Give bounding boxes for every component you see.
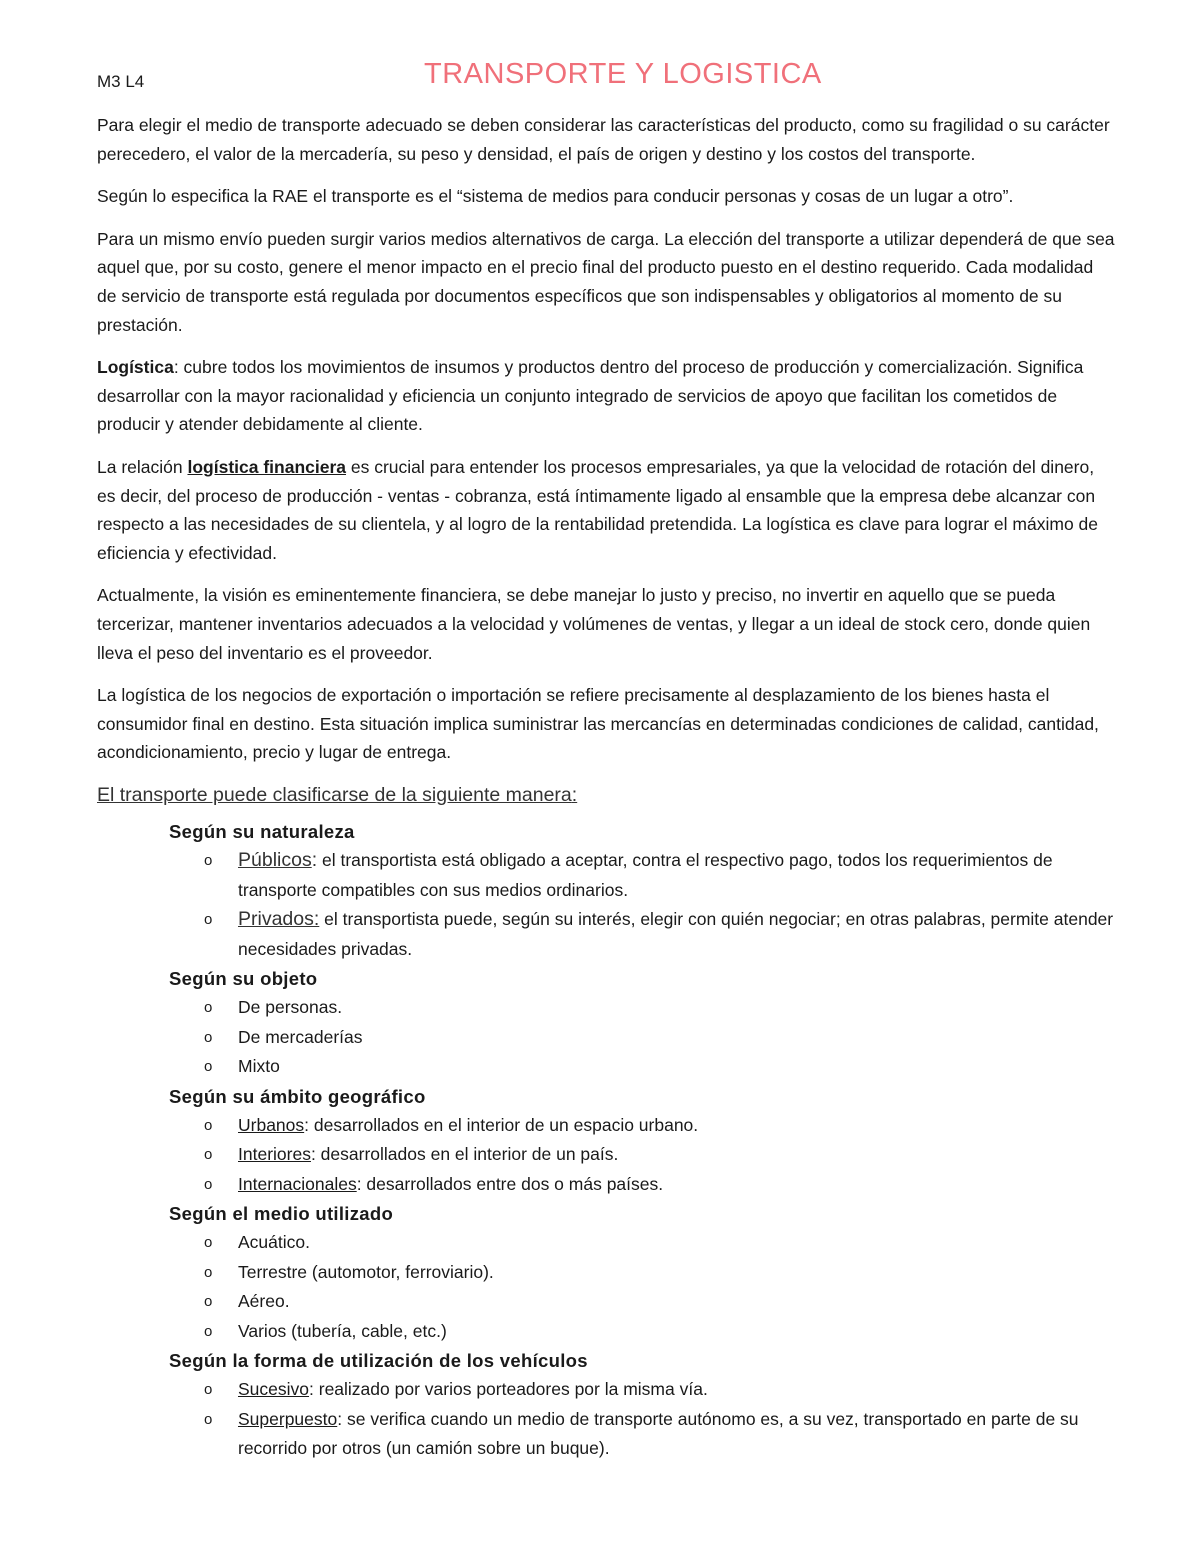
sub-bullet-icon: o	[204, 1293, 213, 1311]
logistica-financiera-term: logística financiera	[187, 456, 347, 477]
sub-bullet-icon: o	[204, 1381, 213, 1399]
paragraph-export-import: La logística de los negocios de exportación o importación se refiere precisamente al desplazamiento de los bienes hasta el consumidor final en destino. Esta situación implica suministrar las mercancías en determinadas condiciones de calidad, cantidad, acondicionamiento, precio y lugar de entrega.	[97, 685, 1099, 763]
sub-bullet-icon: o	[204, 999, 213, 1017]
sub-bullet-icon: o	[204, 1410, 213, 1428]
document-header	[97, 56, 1117, 96]
list-item	[97, 1111, 1117, 1141]
list-item	[97, 1317, 1117, 1347]
section-title: Según su ámbito geográfico	[169, 1085, 426, 1107]
sub-bullet-icon: o	[204, 911, 213, 929]
item-label: Urbanos	[238, 1114, 305, 1135]
item-text: De personas.	[238, 997, 343, 1018]
list-item	[97, 1052, 1117, 1082]
item-text: Aéreo.	[238, 1291, 290, 1312]
sub-bullet-icon: o	[204, 1175, 213, 1193]
paragraph-rae-definition: Según lo especifica la RAE el transporte es el “sistema de medios para conducir personas y cosas de un lugar a otro”.	[97, 186, 1014, 207]
paragraph-logistica-financiera	[97, 453, 1117, 567]
classification-section	[97, 1082, 1117, 1111]
document-body	[97, 111, 1117, 1464]
item-text: Acuático.	[238, 1232, 310, 1253]
section-title: Según su naturaleza	[169, 821, 355, 843]
classification-section	[97, 1346, 1117, 1375]
heading-colon: :	[571, 783, 578, 806]
item-text: Varios (tubería, cable, etc.)	[238, 1320, 447, 1341]
item-label: Interiores	[238, 1144, 311, 1165]
item-text: Terrestre (automotor, ferroviario).	[238, 1261, 494, 1282]
item-text: De mercaderías	[238, 1026, 363, 1047]
sub-bullet-icon: o	[204, 1263, 213, 1281]
logistica-term: Logística	[97, 357, 174, 378]
item-text: Mixto	[238, 1056, 280, 1077]
item-label: Superpuesto	[238, 1408, 338, 1429]
list-item	[97, 993, 1117, 1023]
item-text: el transportista está obligado a aceptar, contra el respectivo pago, todos los requerimientos de transporte compatibles con sus medios ordinarios.	[238, 850, 1053, 900]
item-label: Sucesivo	[238, 1379, 310, 1400]
item-text: : desarrollados en el interior de un espacio urbano.	[304, 1114, 699, 1135]
item-label: Privados:	[238, 908, 320, 931]
list-item	[97, 1258, 1117, 1288]
sub-bullet-icon: o	[204, 1058, 213, 1076]
sub-bullet-icon: o	[204, 1146, 213, 1164]
item-text: : desarrollados entre dos o más países.	[356, 1173, 664, 1194]
sub-bullet-icon: o	[204, 852, 213, 870]
logistica-definition: : cubre todos los movimientos de insumos y productos dentro del proceso de producción y comercialización. Significa desarrollar con la mayor racionalidad y eficiencia un conjunto integrado de servicios de apoyo que facilitan los cometidos de producir y atender debidamente al cliente.	[97, 357, 1084, 435]
classification-section	[97, 1199, 1117, 1228]
list-item	[97, 846, 1117, 905]
item-label: Públicos	[238, 849, 312, 872]
list-item	[97, 905, 1117, 964]
item-text: : realizado por varios porteadores por la misma vía.	[309, 1379, 708, 1400]
item-separator: :	[311, 849, 318, 872]
sub-bullet-icon: o	[204, 1234, 213, 1252]
classification-section	[97, 964, 1117, 993]
sub-bullet-icon: o	[204, 1028, 213, 1046]
sub-bullet-icon: o	[204, 1116, 213, 1134]
list-item	[97, 1287, 1117, 1317]
item-label: Internacionales	[238, 1173, 357, 1194]
section-title: Según la forma de utilización de los vehículos	[169, 1350, 588, 1372]
logistica-financiera-text: es crucial para entender los procesos empresariales, ya que la velocidad de rotación del dinero, es decir, del proceso de producción - ventas - cobranza, está íntimamente ligado al ensamble que la empresa debe alcanzar con respecto a las necesidades de su clientela, y al logro de la rentabilidad pretendida. La logística es clave para lograr el máximo de eficiencia y efectividad.	[97, 456, 1099, 563]
classification-heading	[97, 781, 1117, 810]
list-item	[97, 1405, 1117, 1464]
section-title: Según el medio utilizado	[169, 1203, 394, 1225]
classification-section	[97, 817, 1117, 846]
list-item	[97, 1140, 1117, 1170]
list-item	[97, 1170, 1117, 1200]
classification-heading-text: El transporte puede clasificarse de la siguiente manera	[97, 783, 572, 806]
item-text: el transportista puede, según su interés, elegir con quién negociar; en otras palabras, permite atender necesidades privadas.	[238, 909, 1114, 959]
list-item	[97, 1375, 1117, 1405]
sub-bullet-icon: o	[204, 1322, 213, 1340]
document-title: TRANSPORTE Y LOGISTICA	[424, 58, 822, 90]
section-title: Según su objeto	[169, 968, 318, 990]
list-item	[97, 1023, 1117, 1053]
list-item	[97, 1228, 1117, 1258]
paragraph-intro: Para elegir el medio de transporte adecuado se deben considerar las características del producto, como su fragilidad o su carácter perecedero, el valor de la mercadería, su peso y densidad, el país de origen y destino y los costos del transporte.	[97, 115, 1110, 164]
module-code: M3 L4	[97, 72, 145, 91]
paragraph-vision-financiera: Actualmente, la visión es eminentemente financiera, se debe manejar lo justo y preciso, no invertir en aquello que se pueda tercerizar, mantener inventarios adecuados a la velocidad y volúmenes de ventas, y llegar a un ideal de stock cero, donde quien lleva el peso del inventario es el proveedor.	[97, 585, 1091, 663]
item-text: : desarrollados en el interior de un país.	[310, 1144, 619, 1165]
item-text: : se verifica cuando un medio de transporte autónomo es, a su vez, transportado en parte de su recorrido por otros (un camión sobre un buque).	[238, 1408, 1079, 1459]
paragraph-logistica	[97, 353, 1117, 439]
paragraph-prefix: La relación	[97, 456, 188, 477]
paragraph-alternatives: Para un mismo envío pueden surgir varios medios alternativos de carga. La elección del transporte a utilizar dependerá de que sea aquel que, por su costo, genere el menor impacto en el precio final del producto puesto en el destino requerido. Cada modalidad de servicio de transporte está regulada por documentos específicos que son indispensables y obligatorios al momento de su prestación.	[97, 228, 1115, 335]
classification-list	[97, 817, 1117, 1464]
